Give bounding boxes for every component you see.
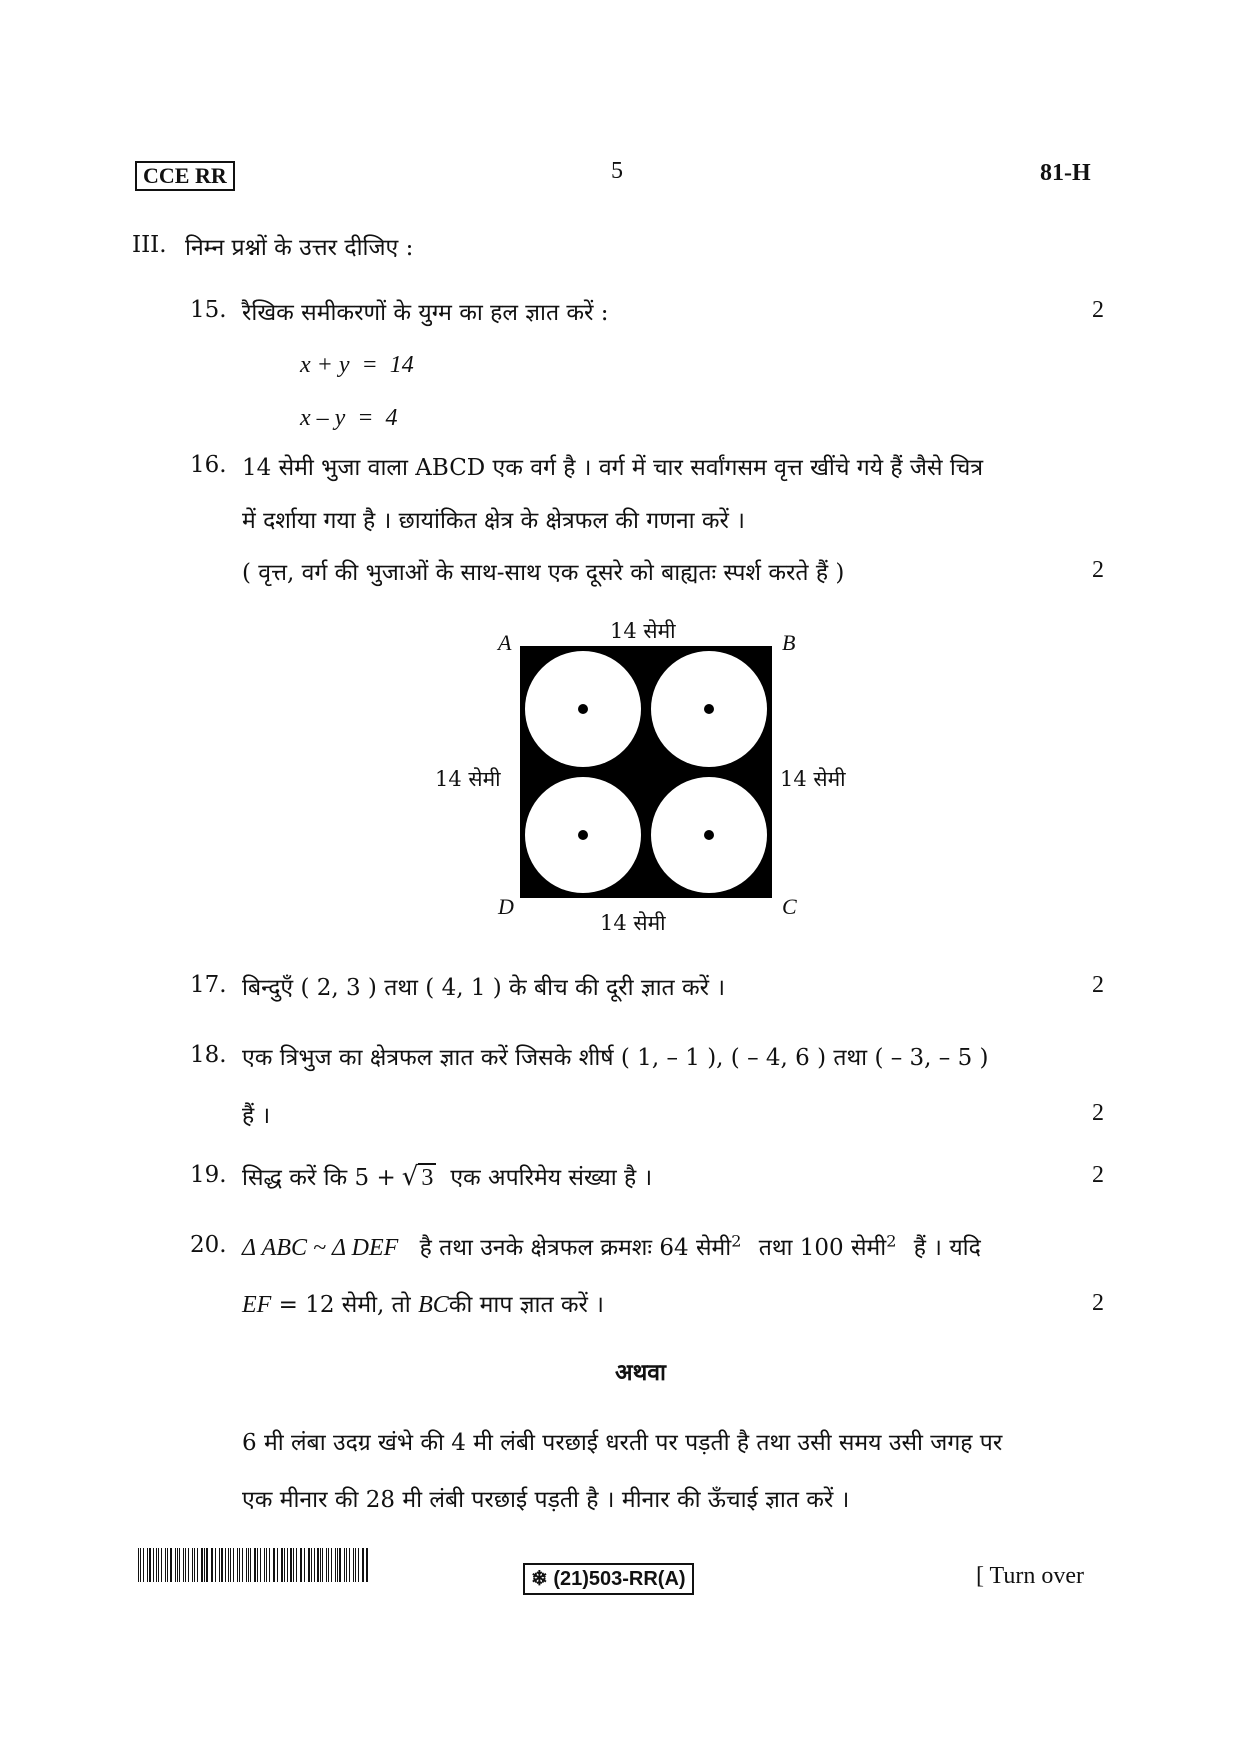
q15-marks: 2 [1092,297,1104,323]
q19-radicand: 3 [418,1163,436,1192]
q20-ef: EF [242,1292,272,1318]
subject-code: 81-H [1040,160,1091,186]
barcode-bar [281,1548,283,1582]
q20-number: 20. [190,1232,227,1258]
barcode-bar [183,1548,184,1582]
barcode-bar [293,1548,294,1582]
q15-text: रैखिक समीकरणों के युग्म का हल ज्ञात करें : [242,300,609,326]
barcode-bar [277,1548,278,1582]
barcode-bar [284,1548,285,1582]
barcode-bar [335,1548,336,1582]
barcode-bar [273,1548,274,1582]
barcode-bar [225,1548,226,1582]
barcode-bar [322,1548,323,1582]
barcode-bar [170,1548,172,1582]
barcode-bar [242,1548,243,1582]
turn-over-label: [ Turn over [976,1563,1085,1589]
barcode-bar [269,1548,270,1582]
bottom-side-label: 14 सेमी [600,911,666,935]
barcode-bar [138,1548,139,1582]
vertex-d: D [498,894,514,919]
barcode-bar [296,1548,297,1582]
or-label: अथवा [615,1359,667,1386]
q20-sup-1: 2 [731,1231,742,1251]
barcode [138,1548,371,1582]
barcode-bar [221,1548,223,1582]
barcode-bar [337,1548,338,1582]
q18-marks: 2 [1092,1100,1104,1126]
barcode-bar [287,1548,288,1582]
q20-marks: 2 [1092,1290,1104,1316]
section-instruction: निम्न प्रश्नों के उत्तर दीजिए : [185,235,414,261]
q20-text-e: की माप ज्ञात करें । [448,1292,604,1318]
q17-marks: 2 [1092,972,1104,998]
center-dot [578,704,588,714]
q19-marks: 2 [1092,1162,1104,1188]
alt-line-1: 6 मी लंबा उदग्र खंभे की 4 मी लंबी परछाई धरती पर पड़ती है तथा उसी समय उसी जगह पर [242,1430,1003,1456]
q20-text-a: है तथा उनके क्षेत्रफल क्रमशः 64 सेमी [419,1235,732,1261]
barcode-bar [239,1548,240,1582]
q16-line-3: ( वृत्त, वर्ग की भुजाओं के साथ-साथ एक दूसरे को बाह्यतः स्पर्श करते हैं ) [242,560,845,586]
barcode-bar [165,1548,166,1582]
center-dot [704,704,714,714]
q20-line-2 [242,1287,604,1319]
barcode-bar [250,1548,251,1582]
q16-marks: 2 [1092,557,1104,583]
barcode-bar [366,1548,367,1582]
barcode-bar [363,1548,364,1582]
q17-text: बिन्दुएँ ( 2, 3 ) तथा ( 4, 1 ) के बीच की दूरी ज्ञात करें । [242,975,726,1001]
square-root-symbol: √ [401,1162,419,1192]
q19-text-before: सिद्ध करें कि 5 + [242,1165,396,1191]
barcode-bar [158,1548,159,1582]
q20-similarity: Δ ABC ~ Δ DEF [242,1235,399,1261]
barcode-bar [274,1548,275,1582]
vertex-c: C [782,894,797,919]
barcode-bar [143,1548,144,1582]
barcode-bar [197,1548,198,1582]
barcode-bar [326,1548,327,1582]
q16-number: 16. [190,452,227,478]
q20-text-d: = 12 सेमी, तो [278,1292,411,1318]
barcode-bar [339,1548,341,1582]
barcode-bar [212,1548,213,1582]
barcode-bar [301,1548,302,1582]
barcode-bar [201,1548,203,1582]
q15-equation-2: x – y = 4 [300,405,398,431]
section-label: III. [132,232,167,258]
page-number: 5 [611,158,623,184]
barcode-bar [260,1548,261,1582]
barcode-bar [355,1548,356,1582]
q16-line-1: 14 सेमी भुजा वाला ABCD एक वर्ग है । वर्ग में चार सर्वांगसम वृत्त खींचे गये हैं जैसे चित्र [242,455,984,481]
barcode-bar [230,1548,231,1582]
barcode-bar [317,1548,318,1582]
barcode-bar [311,1548,312,1582]
barcode-bar [177,1548,178,1582]
q19-number: 19. [190,1162,227,1188]
barcode-bar [266,1548,267,1582]
barcode-bar [264,1548,265,1582]
barcode-bar [304,1548,305,1582]
paper-code-badge: CCE RR [135,161,235,191]
barcode-bar [188,1548,189,1582]
q20-text-b: तथा 100 सेमी [758,1235,887,1261]
barcode-bar [358,1548,359,1582]
barcode-bar [175,1548,176,1582]
barcode-bar [167,1548,168,1582]
barcode-bar [331,1548,332,1582]
right-side-label: 14 सेमी [780,767,846,791]
barcode-bar [215,1548,216,1582]
square-circles-figure [420,610,860,940]
barcode-bar [211,1548,212,1582]
barcode-bar [233,1548,234,1582]
q15-equation-1: x + y = 14 [300,352,414,378]
left-side-label: 14 सेमी [435,767,501,791]
barcode-bar [257,1548,258,1582]
barcode-bar [140,1548,141,1582]
top-side-label: 14 सेमी [610,619,676,643]
vertex-a: A [498,630,512,655]
barcode-bar [147,1548,148,1582]
barcode-bar [362,1548,363,1582]
barcode-bar [248,1548,249,1582]
q19-text-after: एक अपरिमेय संख्या है । [450,1165,653,1191]
barcode-bar [308,1548,310,1582]
barcode-bar [300,1548,301,1582]
q16-line-2: में दर्शाया गया है । छायांकित क्षेत्र के क्षेत्रफल की गणना करें । [242,508,745,534]
barcode-bar [344,1548,345,1582]
barcode-bar [349,1548,350,1582]
barcode-bar [219,1548,220,1582]
barcode-bar [228,1548,229,1582]
barcode-bar [185,1548,186,1582]
barcode-bar [149,1548,151,1582]
barcode-bar [161,1548,162,1582]
alt-line-2: एक मीनार की 28 मी लंबी परछाई पड़ती है । मीनार की ऊँचाई ज्ञात करें । [242,1487,850,1513]
vertex-b: B [782,630,796,655]
barcode-bar [237,1548,238,1582]
barcode-bar [153,1548,154,1582]
q18-number: 18. [190,1042,227,1068]
center-dot [578,830,588,840]
q20-bc: BC [418,1292,449,1318]
barcode-bar [290,1548,291,1582]
barcode-bar [346,1548,347,1582]
barcode-bar [156,1548,157,1582]
barcode-bar [320,1548,321,1582]
barcode-bar [194,1548,195,1582]
q18-line-1: एक त्रिभुज का क्षेत्रफल ज्ञात करें जिसके शीर्ष ( 1, – 1 ), ( – 4, 6 ) तथा ( – 3, – 5 ) [242,1045,989,1071]
barcode-bar [328,1548,329,1582]
barcode-bar [254,1548,256,1582]
q17-number: 17. [190,972,227,998]
q19-text [242,1160,652,1192]
barcode-bar [204,1548,205,1582]
barcode-bar [192,1548,193,1582]
q20-sup-2: 2 [886,1231,897,1251]
booklet-code: ❄ (21)503-RR(A) [523,1563,694,1595]
q20-line-1 [242,1230,981,1262]
q18-line-2: हैं । [242,1103,271,1129]
barcode-bar [206,1548,207,1582]
barcode-bar [246,1548,247,1582]
barcode-bar [179,1548,180,1582]
center-dot [704,830,714,840]
barcode-bar [314,1548,315,1582]
q15-number: 15. [190,297,227,323]
q20-text-c: हैं । यदि [913,1235,981,1261]
barcode-bar [353,1548,354,1582]
